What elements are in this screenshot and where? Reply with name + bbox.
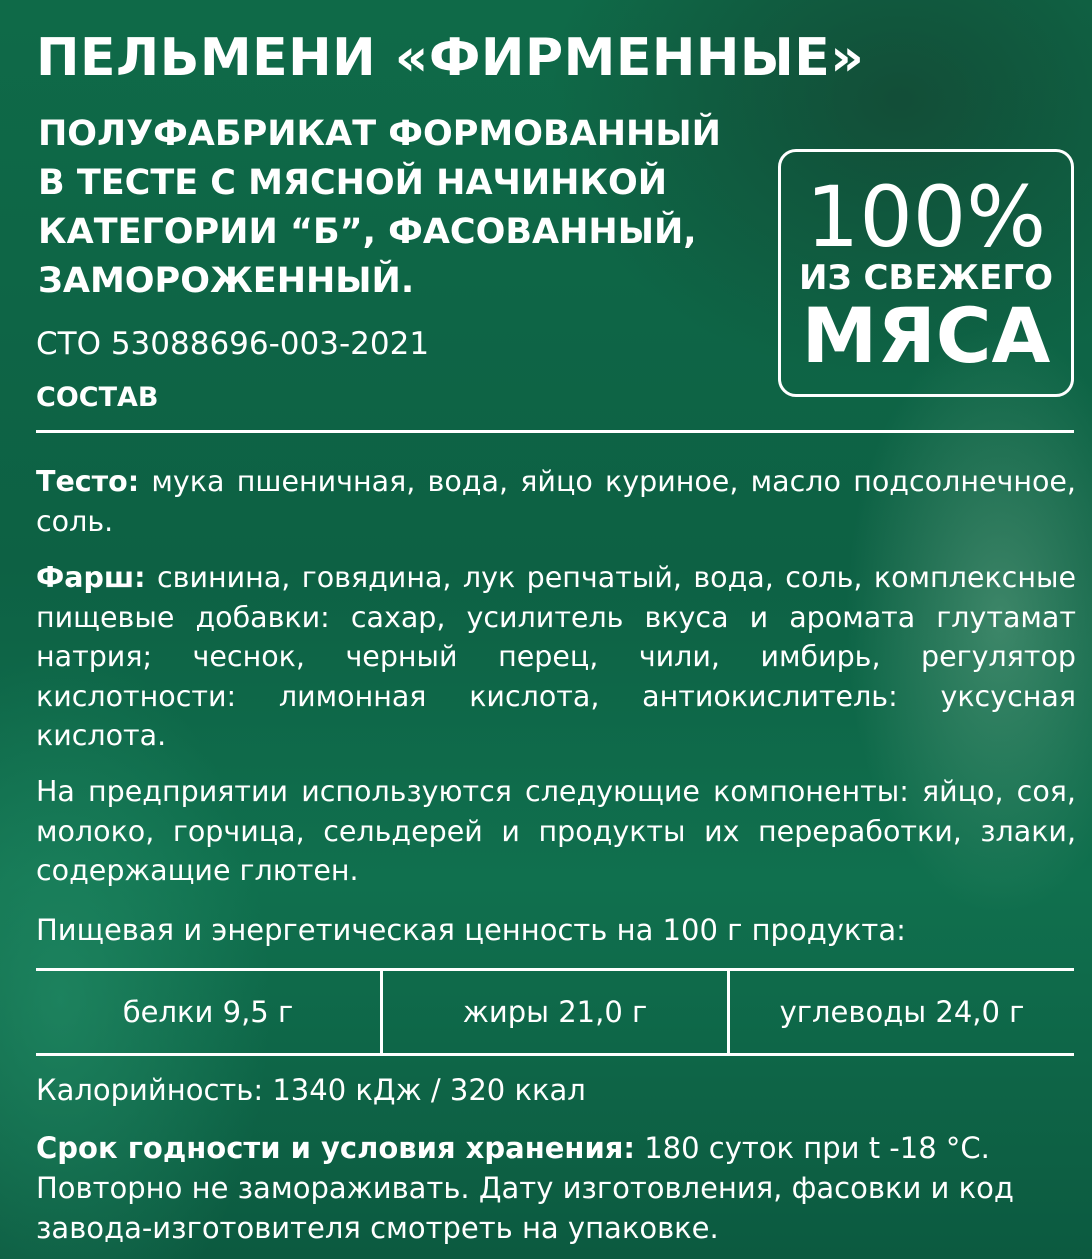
nutrition-carbs: углеводы 24,0 г — [727, 971, 1074, 1053]
composition-heading: СОСТАВ — [36, 382, 159, 413]
product-subtitle: ПОЛУФАБРИКАТ ФОРМОВАННЫЙ В ТЕСТЕ С МЯСНОЙ НАЧИНКОЙ КАТЕГОРИИ “Б”, ФАСОВАННЫЙ, ЗАМОРОЖЕННЫЙ. — [38, 114, 721, 301]
storage-paragraph — [36, 1128, 1076, 1248]
filling-paragraph — [36, 558, 1076, 756]
badge-middle-text: ИЗ СВЕЖЕГО — [799, 258, 1053, 298]
fresh-meat-badge — [778, 149, 1074, 397]
storage-label: Срок годности и условия хранения: — [36, 1131, 635, 1165]
badge-bottom-text: МЯСА — [801, 291, 1051, 380]
nutrition-protein: белки 9,5 г — [122, 995, 294, 1029]
allergens-paragraph: На предприятии используются следующие компоненты: яйцо, соя, молоко, горчица, сельдерей и продукты их переработки, злаки, содержащие глютен. — [36, 775, 1076, 887]
nutrition-fat: жиры 21,0 г — [380, 971, 727, 1053]
product-title: ПЕЛЬМЕНИ «ФИРМЕННЫЕ» — [36, 28, 865, 88]
section-divider — [36, 430, 1074, 433]
nutrition-caption: Пищевая и энергетическая ценность на 100 г продукта: — [36, 913, 906, 947]
dough-label: Тесто: — [36, 465, 140, 498]
filling-label: Фарш: — [36, 561, 146, 594]
storage-text: 180 суток при t -18 °C. Повторно не замораживать. Дату изготовления, фасовки и код завода-изготовителя смотреть на упаковке. — [36, 1131, 1014, 1245]
dough-text: мука пшеничная, вода, яйцо куриное, масло подсолнечное, соль. — [36, 465, 1076, 538]
nutrition-table — [36, 968, 1074, 1056]
calories-line: Калорийность: 1340 кДж / 320 ккал — [36, 1073, 586, 1107]
standard-code: СТО 53088696-003-2021 — [36, 326, 430, 362]
badge-percent: 100% — [805, 168, 1047, 266]
filling-text: свинина, говядина, лук репчатый, вода, соль, комплексные пищевые добавки: сахар, усилитель вкуса и аромата глутамат натрия; чеснок, черный перец, чили, имбирь, регулятор кислотности: лимонная кислота, антиокислитель: уксусная кислота. — [36, 561, 1076, 752]
dough-paragraph — [36, 462, 1076, 541]
